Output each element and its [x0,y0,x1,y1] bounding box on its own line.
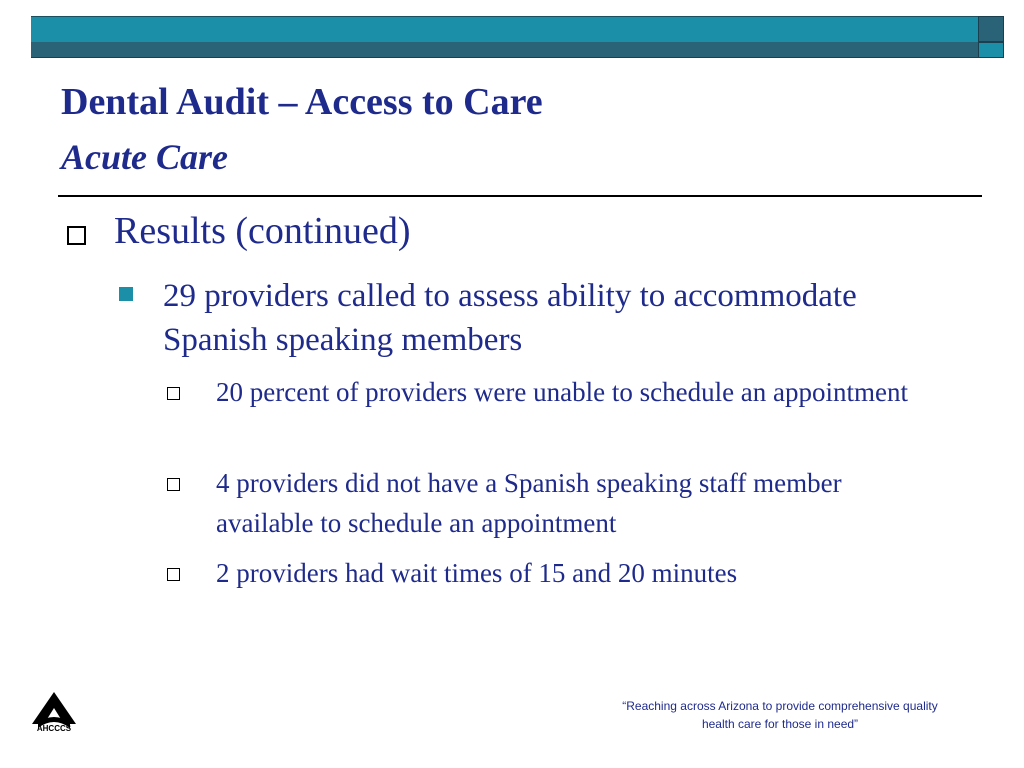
bullet-level3-item: 20 percent of providers were unable to schedule an appointment [216,377,909,407]
logo-text: AHCCCS [36,724,72,733]
bullet-level3-item: 4 providers did not have a Spanish speaking staff member available to schedule an appointment [216,468,842,538]
header-square-bottom [978,42,1004,58]
header-bar-top [31,16,978,42]
footer-quote [580,697,980,733]
header-square-top [978,16,1004,42]
bullet-level2: 29 providers called to assess ability to accommodate Spanish speaking members [163,278,857,358]
footer-quote-line1: “Reaching across Arizona to provide comprehensive quality [622,699,938,713]
slide-subtitle: Acute Care [61,137,228,177]
title-divider [58,195,982,197]
footer-quote-line2: health care for those in need” [701,717,859,731]
slide-title: Dental Audit – Access to Care [61,81,543,123]
hollow-square-icon [167,478,180,491]
solid-square-icon [119,287,133,301]
hollow-square-icon [67,226,86,245]
bullet-level3-item: 2 providers had wait times of 15 and 20 minutes [216,558,738,588]
hollow-square-icon [167,387,180,400]
bullet-level1: Results (continued) [114,210,411,252]
header-bar-bottom [31,42,978,58]
hollow-square-icon [167,568,180,581]
